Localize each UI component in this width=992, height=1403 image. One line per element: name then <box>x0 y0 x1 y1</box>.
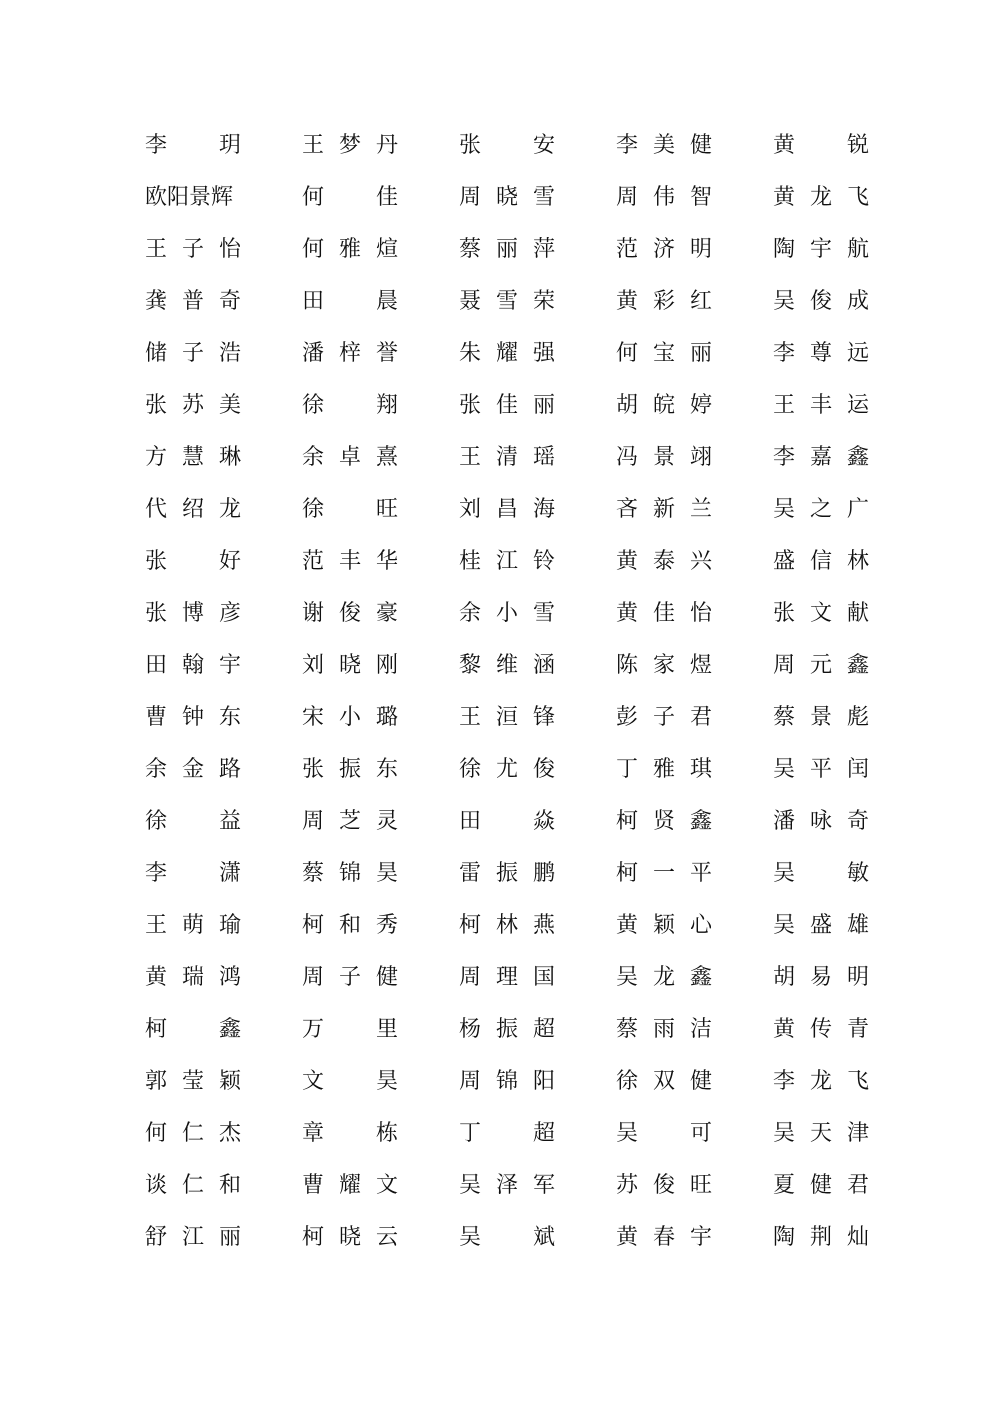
name-entry: 周 子 健 <box>302 965 398 990</box>
name-entry: 周 晓 雪 <box>459 185 555 210</box>
name-entry: 吴 天 津 <box>773 1121 869 1146</box>
name-entry: 欧 阳 景 辉 <box>145 185 234 210</box>
name-entry: 李 尊 远 <box>773 341 869 366</box>
name-entry: 彭 子 君 <box>616 705 712 730</box>
name-entry: 刘 昌 海 <box>459 497 555 522</box>
name-entry: 周 伟 智 <box>616 185 712 210</box>
name-entry: 何 仁 杰 <box>145 1121 241 1146</box>
name-entry: 蔡 锦 昊 <box>302 861 398 886</box>
name-entry: 盛 信 林 <box>773 549 869 574</box>
name-entry: 谈 仁 和 <box>145 1173 241 1198</box>
name-entry: 吴 敏 <box>773 861 869 886</box>
name-entry: 潘 咏 奇 <box>773 809 869 834</box>
name-entry: 黄 彩 红 <box>616 289 712 314</box>
name-entry: 张 博 彦 <box>145 601 241 626</box>
name-entry: 陈 家 煜 <box>616 653 712 678</box>
name-entry: 王 清 瑶 <box>459 445 555 470</box>
name-entry: 何 雅 煊 <box>302 237 398 262</box>
name-entry: 田 晨 <box>302 289 398 314</box>
name-entry: 李 潇 <box>145 861 241 886</box>
name-entry: 蔡 雨 洁 <box>616 1017 712 1042</box>
name-entry: 万 里 <box>302 1017 398 1042</box>
name-entry: 田 翰 宇 <box>145 653 241 678</box>
name-entry: 柯 鑫 <box>145 1017 241 1042</box>
name-entry: 蔡 景 彪 <box>773 705 869 730</box>
name-entry: 刘 晓 刚 <box>302 653 398 678</box>
name-entry: 黄 瑞 鸿 <box>145 965 241 990</box>
name-entry: 谢 俊 豪 <box>302 601 398 626</box>
name-entry: 储 子 浩 <box>145 341 241 366</box>
name-entry: 张 安 <box>459 133 555 158</box>
name-entry: 张 佳 丽 <box>459 393 555 418</box>
name-entry: 范 丰 华 <box>302 549 398 574</box>
name-entry: 丁 雅 琪 <box>616 757 712 782</box>
name-entry: 李 嘉 鑫 <box>773 445 869 470</box>
name-entry: 方 慧 琳 <box>145 445 241 470</box>
name-entry: 王 萌 瑜 <box>145 913 241 938</box>
name-entry: 聂 雪 荣 <box>459 289 555 314</box>
name-list-grid <box>145 120 875 1264</box>
name-entry: 文 昊 <box>302 1069 398 1094</box>
name-entry: 朱 耀 强 <box>459 341 555 366</box>
name-entry: 李 美 健 <box>616 133 712 158</box>
name-entry: 夏 健 君 <box>773 1173 869 1198</box>
name-entry: 张 文 献 <box>773 601 869 626</box>
name-entry: 周 芝 灵 <box>302 809 398 834</box>
name-entry: 宋 小 璐 <box>302 705 398 730</box>
name-entry: 曹 耀 文 <box>302 1173 398 1198</box>
name-entry: 周 元 鑫 <box>773 653 869 678</box>
name-entry: 徐 双 健 <box>616 1069 712 1094</box>
name-entry: 黄 传 青 <box>773 1017 869 1042</box>
name-entry: 陶 荆 灿 <box>773 1225 869 1250</box>
name-entry: 郭 莹 颖 <box>145 1069 241 1094</box>
name-entry: 田 焱 <box>459 809 555 834</box>
name-entry: 黄 锐 <box>773 133 869 158</box>
name-entry: 吴 龙 鑫 <box>616 965 712 990</box>
name-entry: 柯 晓 云 <box>302 1225 398 1250</box>
name-entry: 徐 旺 <box>302 497 398 522</box>
name-entry: 张 苏 美 <box>145 393 241 418</box>
name-entry: 苏 俊 旺 <box>616 1173 712 1198</box>
name-entry: 曹 钟 东 <box>145 705 241 730</box>
name-entry: 黄 春 宇 <box>616 1225 712 1250</box>
name-entry: 张 振 东 <box>302 757 398 782</box>
name-entry: 吴 可 <box>616 1121 712 1146</box>
name-entry: 张 好 <box>145 549 241 574</box>
name-entry: 吴 之 广 <box>773 497 869 522</box>
name-entry: 徐 益 <box>145 809 241 834</box>
name-entry: 陶 宇 航 <box>773 237 869 262</box>
name-entry: 潘 梓 誉 <box>302 341 398 366</box>
name-entry: 杨 振 超 <box>459 1017 555 1042</box>
name-entry: 黎 维 涵 <box>459 653 555 678</box>
name-entry: 柯 一 平 <box>616 861 712 886</box>
name-entry: 黄 颖 心 <box>616 913 712 938</box>
name-entry: 吴 斌 <box>459 1225 555 1250</box>
name-entry: 余 金 路 <box>145 757 241 782</box>
name-entry: 吝 新 兰 <box>616 497 712 522</box>
name-entry: 吴 平 闰 <box>773 757 869 782</box>
name-entry: 徐 翔 <box>302 393 398 418</box>
name-entry: 吴 泽 军 <box>459 1173 555 1198</box>
name-entry: 黄 泰 兴 <box>616 549 712 574</box>
name-entry: 王 洹 锋 <box>459 705 555 730</box>
name-entry: 桂 江 铃 <box>459 549 555 574</box>
name-entry: 李 龙 飞 <box>773 1069 869 1094</box>
name-entry: 王 子 怡 <box>145 237 241 262</box>
name-entry: 何 佳 <box>302 185 398 210</box>
name-entry: 舒 江 丽 <box>145 1225 241 1250</box>
name-entry: 何 宝 丽 <box>616 341 712 366</box>
name-entry: 蔡 丽 萍 <box>459 237 555 262</box>
name-entry: 范 济 明 <box>616 237 712 262</box>
name-entry: 龚 普 奇 <box>145 289 241 314</box>
name-entry: 王 丰 运 <box>773 393 869 418</box>
name-entry: 吴 俊 成 <box>773 289 869 314</box>
name-entry: 李 玥 <box>145 133 241 158</box>
name-entry: 章 栋 <box>302 1121 398 1146</box>
name-entry: 吴 盛 雄 <box>773 913 869 938</box>
name-entry: 胡 易 明 <box>773 965 869 990</box>
name-entry: 冯 景 翊 <box>616 445 712 470</box>
name-entry: 周 锦 阳 <box>459 1069 555 1094</box>
name-entry: 丁 超 <box>459 1121 555 1146</box>
name-entry: 徐 尤 俊 <box>459 757 555 782</box>
name-entry: 余 小 雪 <box>459 601 555 626</box>
name-entry: 柯 贤 鑫 <box>616 809 712 834</box>
name-entry: 黄 龙 飞 <box>773 185 869 210</box>
name-entry: 柯 和 秀 <box>302 913 398 938</box>
name-entry: 王 梦 丹 <box>302 133 398 158</box>
name-entry: 黄 佳 怡 <box>616 601 712 626</box>
name-entry: 周 理 国 <box>459 965 555 990</box>
name-entry: 余 卓 熹 <box>302 445 398 470</box>
name-entry: 胡 皖 婷 <box>616 393 712 418</box>
name-entry: 柯 林 燕 <box>459 913 555 938</box>
name-entry: 雷 振 鹏 <box>459 861 555 886</box>
name-entry: 代 绍 龙 <box>145 497 241 522</box>
